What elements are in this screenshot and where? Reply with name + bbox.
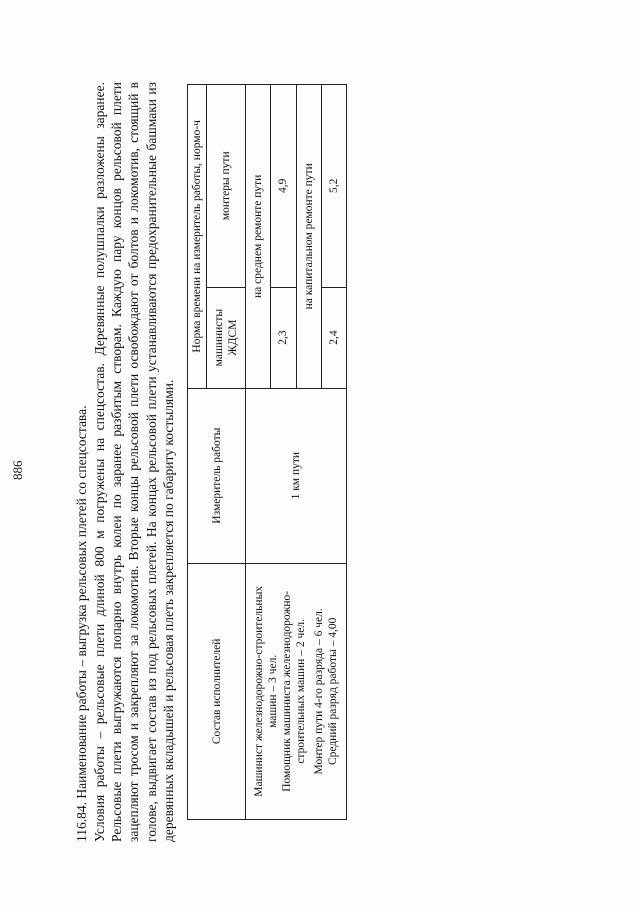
value-cell: 5,2 bbox=[321, 85, 346, 288]
section-label: на среднем ремонте пути bbox=[246, 85, 271, 389]
header-track-fitters: монтеры пути bbox=[207, 85, 246, 288]
header-norm: Норма времени на измеритель работы, нормо-ч bbox=[188, 85, 207, 389]
table-row bbox=[246, 85, 271, 820]
staff-composition-cell bbox=[246, 563, 347, 819]
work-title: 116.84. Наименование работы – выгрузка рельсовых плетей со спецсостава. bbox=[74, 405, 89, 842]
time-norms-table bbox=[187, 84, 347, 820]
page-number: 886 bbox=[10, 460, 25, 480]
header-measure: Измеритель работы bbox=[188, 388, 246, 563]
value-cell: 2,3 bbox=[271, 287, 296, 388]
staff-line: Монтер пути 4-го разряда – 6 чел. bbox=[313, 608, 325, 775]
header-staff: Состав исполнителей bbox=[188, 563, 246, 819]
value-cell: 4,9 bbox=[271, 85, 296, 288]
value-cell: 2,4 bbox=[321, 287, 346, 388]
staff-line: Машинист железнодорожно-строительных машин – 3 чел. bbox=[253, 585, 279, 797]
staff-line: Средний разряд работы – 4,00 bbox=[327, 617, 339, 766]
work-conditions-paragraph: Условия работы – рельсовые плети длиной 800 м погружены на спецсостав. Деревянные полушпалки разложены заранее. Рельсовые плети выгружаются попарно внутрь колеи по заранее разбитым створам. Каждую пару концов рельсовой плети зацепляют тросом и закрепляют за локомотив. Вторые концы рельсовой плети освобождают от болтов и локомотив, стоящий в голове, выдвигает состав из под рельсовых плетей. На концах рельсовой плети устанавливаются предохранительные башмаки из деревянных вкладышей и рельсовая плеть закрепляется по габариту костылями. bbox=[92, 82, 176, 842]
section-label: на капитальном ремонте пути bbox=[296, 85, 321, 389]
staff-line: Помощник машиниста железнодорожно-строительных машин – 2 чел. bbox=[281, 590, 307, 792]
header-machinists: машинисты ЖДСМ bbox=[207, 287, 246, 388]
rotated-content bbox=[10, 82, 370, 842]
table-header-row bbox=[188, 85, 207, 820]
measure-cell: 1 км пути bbox=[246, 388, 347, 563]
